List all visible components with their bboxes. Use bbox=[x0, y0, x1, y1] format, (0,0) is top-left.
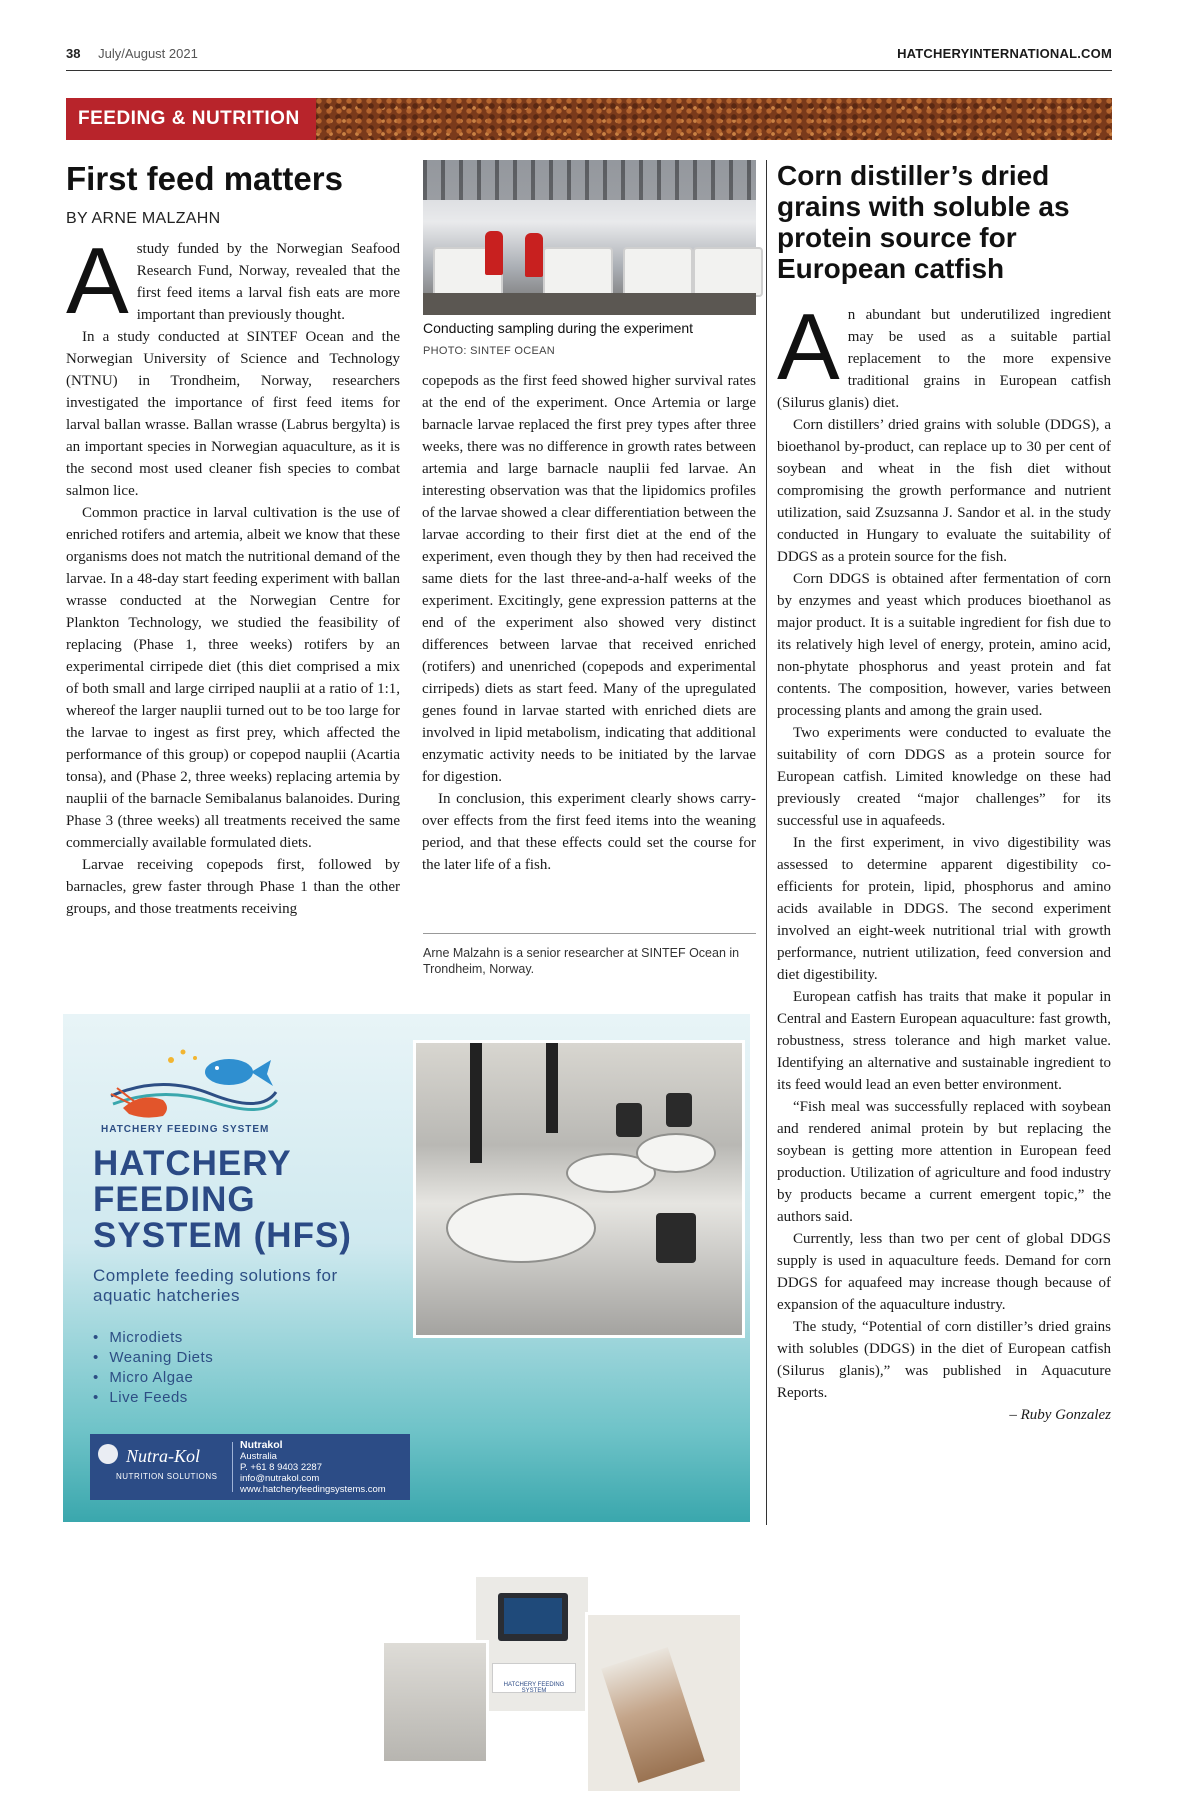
contact-divider bbox=[232, 1442, 233, 1492]
article1-photo bbox=[423, 160, 756, 315]
list-item: • Weaning Diets bbox=[93, 1348, 213, 1368]
photo-worker bbox=[525, 233, 543, 277]
article2-paragraph: “Fish meal was successfully replaced with soybean and rendered animal protein by but replacing the soybean is getting more attention in European feed production. Utilization of agriculture and food industry by products became a current emergent topic,” the authors said. bbox=[777, 1099, 1111, 1225]
photo-feeder bbox=[616, 1103, 642, 1137]
advertisement[interactable] bbox=[63, 1014, 750, 1694]
article2-paragraph: Corn distillers’ dried grains with soluble (DDGS), a bioethanol by-product, can replace up to 30 per cent of soybean and wheat in the fish diet without compromising the growth performance and nutrient utilization, said Zsuzsanna J. Sandor et al. in the study conducted in Hungary to evaluate the suitability of DDGS as a protein source for the fish. bbox=[777, 417, 1111, 565]
article1-paragraph: Larvae receiving copepods first, followed by barnacles, grew faster through Phase 1 than the other groups, and those treatments receiving bbox=[66, 857, 400, 917]
brand-name: Nutra-Kol bbox=[126, 1446, 201, 1466]
contact-email[interactable]: info@nutrakol.com bbox=[240, 1473, 320, 1484]
contact-bar bbox=[90, 1434, 410, 1500]
contact-company: Nutrakol bbox=[240, 1439, 283, 1451]
page-number: 38 bbox=[66, 46, 81, 61]
dropcap: A bbox=[777, 294, 840, 399]
photo-feeder bbox=[656, 1213, 696, 1263]
article2-column bbox=[777, 294, 1111, 1426]
header-rule bbox=[66, 70, 1112, 71]
article1-paragraph: In conclusion, this experiment clearly shows carry-over effects from the first feed items into the weaning period, and that these effects could set the course for the later life of a fish. bbox=[422, 791, 756, 873]
hfs-feature-list bbox=[93, 1328, 213, 1408]
article1-column-2 bbox=[422, 370, 756, 876]
contact-details bbox=[240, 1440, 386, 1495]
feed-hopper-photo bbox=[585, 1612, 743, 1794]
controller-photo bbox=[473, 1574, 591, 1714]
photo-pipe bbox=[546, 1043, 558, 1133]
article2-paragraph: The study, “Potential of corn distiller’s dried grains with solubles (DDGS) in the diet of European catfish (Silurus glanis),” was published in Aquacuture Reports. bbox=[777, 1319, 1111, 1401]
article1-byline: BY ARNE MALZAHN bbox=[66, 210, 221, 227]
article1-column-1 bbox=[66, 228, 400, 920]
list-item: • Microdiets bbox=[93, 1328, 213, 1348]
bio-rule bbox=[423, 933, 756, 934]
section-label: FEEDING & NUTRITION bbox=[66, 98, 316, 140]
hfs-tagline: Complete feeding solutions for aquatic hatcheries bbox=[93, 1266, 338, 1305]
column-divider bbox=[766, 160, 767, 1525]
hatchery-tanks-photo bbox=[413, 1040, 745, 1338]
photo-tank bbox=[623, 247, 693, 297]
photo-tank bbox=[693, 247, 763, 297]
photo-credit: PHOTO: SINTEF OCEAN bbox=[423, 345, 556, 357]
hfs-title: HATCHERY FEEDING SYSTEM (HFS) bbox=[93, 1144, 352, 1255]
author-bio: Arne Malzahn is a senior researcher at SINTEF Ocean in Trondheim, Norway. bbox=[423, 946, 740, 976]
nutrakol-logo-icon bbox=[98, 1444, 118, 1464]
article2-paragraph: An abundant but underutilized ingredient may be used as a suitable partial replacement to the more expensive traditional grains in European catfish (Silurus glanis) diet. bbox=[777, 294, 1111, 411]
site-url[interactable]: HATCHERYINTERNATIONAL.COM bbox=[897, 46, 1112, 61]
photo-floor bbox=[423, 293, 756, 315]
contact-country: Australia bbox=[240, 1451, 277, 1462]
article2-paragraph: Currently, less than two per cent of global DDGS supply is used in aquaculture feeds. Demand for corn DDGS for aquafeed may increase though because of expansion of the aquaculture industry. bbox=[777, 1231, 1111, 1313]
issue-date: July/August 2021 bbox=[98, 46, 198, 61]
photo-feeder bbox=[666, 1093, 692, 1127]
hopper-body bbox=[601, 1647, 705, 1783]
article1-paragraph: In a study conducted at SINTEF Ocean and the Norwegian University of Science and Technology (NTNU) in Trondheim, Norway, researchers investigated the importance of first feed items for larval ballan wrasse. Ballan wrasse (Labrus bergylta) is an important species in Norwegian aquaculture, as it is the second most used cleaner fish species to combat salmon lice. bbox=[66, 329, 400, 499]
photo-tank bbox=[636, 1133, 716, 1173]
photo-caption: Conducting sampling during the experiment bbox=[423, 320, 694, 336]
article1-headline: First feed matters bbox=[66, 160, 343, 197]
article1-paragraph: Common practice in larval cultivation is the use of enriched rotifers and artemia, albeit we know that these organisms does not match the nutritional demand of the larvae. In a 48-day start feeding experiment with ballan wrasse conducted at the Norwegian Centre for Plankton Technology, we studied the feasibility of replacing (Phase 1, three weeks) rotifers by an experimental cirripede diet (this diet comprised a mix of both small and large cirriped nauplii at a ratio of 1:1, whereof the larger nauplii turned out to be too large for the larvae to ingest as first prey, which affected the performance of this group) or copepod nauplii (Acartia tonsa), and (Phase 2, three weeks) replacing artemia by nauplii of the barnacle Semibalanus balanoides. During Phase 3 (three weeks) all treatments received the same commercially available formulated diets. bbox=[66, 505, 400, 851]
article2-paragraph: European catfish has traits that make it popular in Central and Eastern European aquaculture: fast growth, robustness, stress tolerance and high market value. Identifying an alternative and sustainable ingredient to its feed would lead an even better environment. bbox=[777, 989, 1111, 1093]
controller-label: HATCHERY FEEDING SYSTEM bbox=[492, 1663, 576, 1693]
photo-tank bbox=[543, 247, 613, 297]
feeder-cup-photo bbox=[381, 1640, 489, 1764]
section-banner bbox=[66, 98, 1112, 140]
photo-ceiling bbox=[423, 160, 756, 200]
article2-signoff: – Ruby Gonzalez bbox=[1009, 1407, 1111, 1423]
hfs-small-label: HATCHERY FEEDING SYSTEM bbox=[101, 1124, 270, 1135]
list-item: • Micro Algae bbox=[93, 1368, 213, 1388]
hfs-logo-icon bbox=[101, 1034, 281, 1134]
controller-screen bbox=[504, 1598, 562, 1634]
article2-paragraph: Corn DDGS is obtained after fermentation of corn by enzymes and yeast which produces bioethanol as major product. It is a suitable ingredient for fish due to its relatively high level of energy, protein, amino acid, non-phytate phosphorus and yeast protein and fat contents. The composition, however, varies between processing plants and among the grain used. bbox=[777, 571, 1111, 719]
page-folio bbox=[66, 46, 198, 61]
photo-tank bbox=[446, 1193, 596, 1263]
contact-website[interactable]: www.hatcheryfeedingsystems.com bbox=[240, 1484, 386, 1495]
list-item: • Live Feeds bbox=[93, 1388, 213, 1408]
article1-paragraph: Astudy funded by the Norwegian Seafood Research Fund, Norway, revealed that the first feed items a larval fish eats are more important than previously thought. bbox=[66, 228, 400, 333]
photo-pipe bbox=[470, 1043, 482, 1163]
article2-headline: Corn distiller’s dried grains with soluble as protein source for European catfish bbox=[777, 160, 1070, 284]
brand-subtitle: NUTRITION SOLUTIONS bbox=[116, 1472, 218, 1481]
dropcap: A bbox=[66, 228, 129, 333]
contact-phone[interactable]: P. +61 8 9403 2287 bbox=[240, 1462, 322, 1473]
article2-paragraph: In the first experiment, in vivo digestibility was assessed to determine apparent digestibility co-efficients for protein, lipid, phosphorus and amino acids available in DDGS. The second experiment involved an eight-week nutritional trial with growth performance, nutrient utilization, feed conversion and diet digestibility. bbox=[777, 835, 1111, 983]
photo-worker bbox=[485, 231, 503, 275]
controller-box bbox=[498, 1593, 568, 1641]
article1-paragraph: copepods as the first feed showed higher survival rates at the end of the experiment. Once Artemia or large barnacle larvae replaced the first prey types after three weeks, there was no difference in growth rates between artemia and large barnacle nauplii fed larvae. An interesting observation was that the lipidomics profiles of the larvae showed a clear differentiation between the larvae according to their first diet at the end of the experiment, even though they by then had received the same diets for the last three-and-a-half weeks of the experiment. Excitingly, gene expression patterns at the end of the experiment also showed very distinct differences between larvae that received enriched (rotifers) and unenriched (copepods and experimental cirripeds) diets as start feed. Many of the upregulated genes found in larvae started with enriched diets are involved in lipid metabolism, indicating that additional enzymatic activity needs to be initiated by the larvae for digestion. bbox=[422, 373, 756, 785]
article2-paragraph: Two experiments were conducted to evaluate the suitability of corn DDGS as a protein source for European catfish. Limited knowledge on these had previously created “major challenges” for its successful use in aquafeeds. bbox=[777, 725, 1111, 829]
